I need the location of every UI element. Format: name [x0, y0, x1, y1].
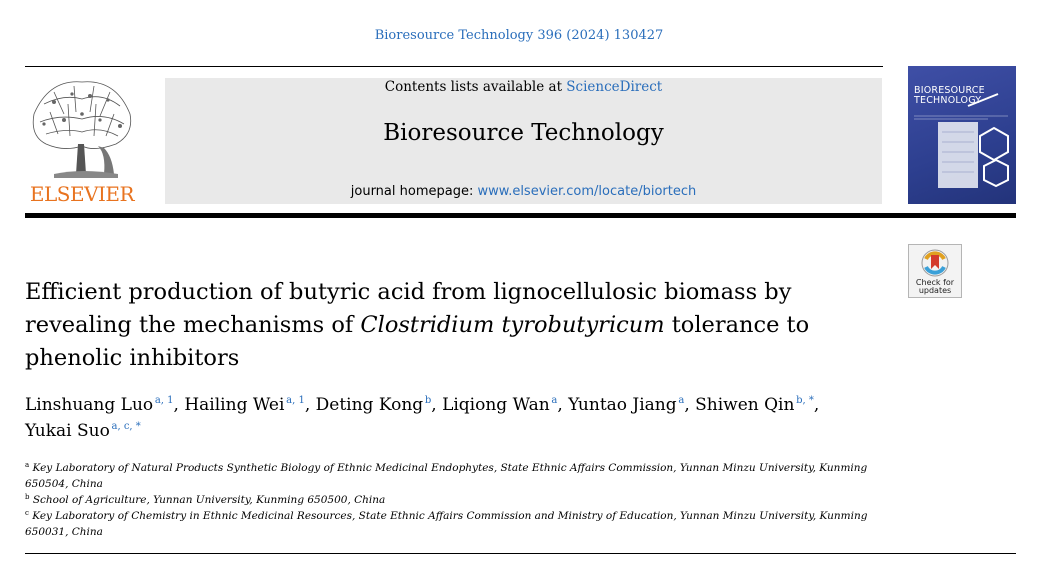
author-affiliation-marker[interactable]: a, 1 — [154, 395, 174, 406]
affiliation-item — [25, 492, 905, 508]
check-for-updates-button[interactable] — [908, 244, 962, 298]
author-name[interactable]: Linshuang Luo — [25, 395, 154, 415]
cover-title-line1: BIORESOURCE — [914, 85, 985, 96]
journal-citation[interactable]: Bioresource Technology 396 (2024) 130427 — [374, 28, 664, 43]
article-title-part1: Efficient production of butyric acid from lignocellulosic biomass by revealing the mechanisms of — [25, 279, 792, 338]
author-item: Shiwen Qin $^{b, *}$, — [695, 395, 820, 415]
author-name[interactable]: Shiwen Qin — [695, 395, 795, 415]
affiliation-list — [25, 460, 905, 540]
journal-title: Bioresource Technology — [383, 120, 664, 146]
author-item: Hailing Wei $^{a, 1}$, — [184, 395, 316, 415]
author-name[interactable]: Liqiong Wan — [442, 395, 550, 415]
check-updates-line1: Check for — [915, 278, 955, 287]
author-affiliation-marker[interactable]: a — [678, 395, 685, 406]
author-affiliation-marker[interactable]: b, * — [796, 395, 814, 406]
check-updates-icon — [909, 247, 961, 281]
author-item: Yuntao Jiang $^a$, — [568, 395, 696, 415]
author-item: Deting Kong $^b$, — [315, 395, 443, 415]
top-divider — [25, 66, 883, 67]
journal-cover-image[interactable] — [908, 66, 1016, 204]
author-item — [25, 421, 141, 441]
article-title — [25, 276, 885, 375]
author-name[interactable]: Yuntao Jiang — [568, 395, 677, 415]
author-affiliation-marker[interactable]: a, 1 — [286, 395, 305, 406]
article-title-species: Clostridium tyrobutyricum — [360, 312, 665, 338]
affiliation-key: c — [25, 509, 29, 517]
author-affiliation-marker[interactable]: a — [551, 395, 558, 406]
elsevier-wordmark: ELSEVIER — [29, 182, 135, 206]
affiliation-key: b — [25, 493, 30, 501]
affiliation-item — [25, 460, 905, 492]
author-list — [25, 392, 905, 444]
journal-header — [165, 78, 882, 204]
affiliation-text: Key Laboratory of Chemistry in Ethnic Medicinal Resources, State Ethnic Affairs Commission and Ministry of Education, Yunnan Minzu University, Kunming 650031, China — [25, 510, 868, 538]
affiliation-item — [25, 508, 905, 540]
journal-homepage-link[interactable]: www.elsevier.com/locate/biortech — [477, 184, 697, 199]
cover-title-line2: TECHNOLOGY — [914, 95, 982, 106]
check-updates-line2: updates — [918, 286, 952, 295]
homepage-prefix: journal homepage: — [350, 184, 478, 199]
sciencedirect-link[interactable]: ScienceDirect — [566, 79, 663, 95]
author-name[interactable]: Yukai Suo — [25, 421, 110, 441]
author-item: Liqiong Wan $^a$, — [442, 395, 569, 415]
contents-prefix: Contents lists available at — [384, 79, 567, 95]
author-affiliation-marker[interactable]: a, c, * — [111, 421, 141, 432]
contents-available-line — [165, 79, 882, 95]
author-name[interactable]: Hailing Wei — [184, 395, 285, 415]
journal-homepage-line — [165, 184, 882, 199]
bottom-divider — [25, 553, 1016, 554]
article-title-part2: tolerance to phenolic inhibitors — [25, 312, 810, 371]
author-item: Linshuang Luo $^{a, 1}$, — [25, 395, 185, 415]
affiliation-key: a — [25, 461, 30, 469]
header-thick-divider — [25, 213, 1016, 218]
check-updates-label — [909, 279, 961, 295]
author-name[interactable]: Deting Kong — [315, 395, 424, 415]
affiliation-text: School of Agriculture, Yunnan University, Kunming 650500, China — [32, 494, 386, 506]
affiliation-text: Key Laboratory of Natural Products Synthetic Biology of Ethnic Medicinal Endophytes, State Ethnic Affairs Commission, Yunnan Minzu University, Kunming 650504, China — [25, 462, 868, 490]
author-affiliation-marker[interactable]: b — [424, 395, 432, 406]
